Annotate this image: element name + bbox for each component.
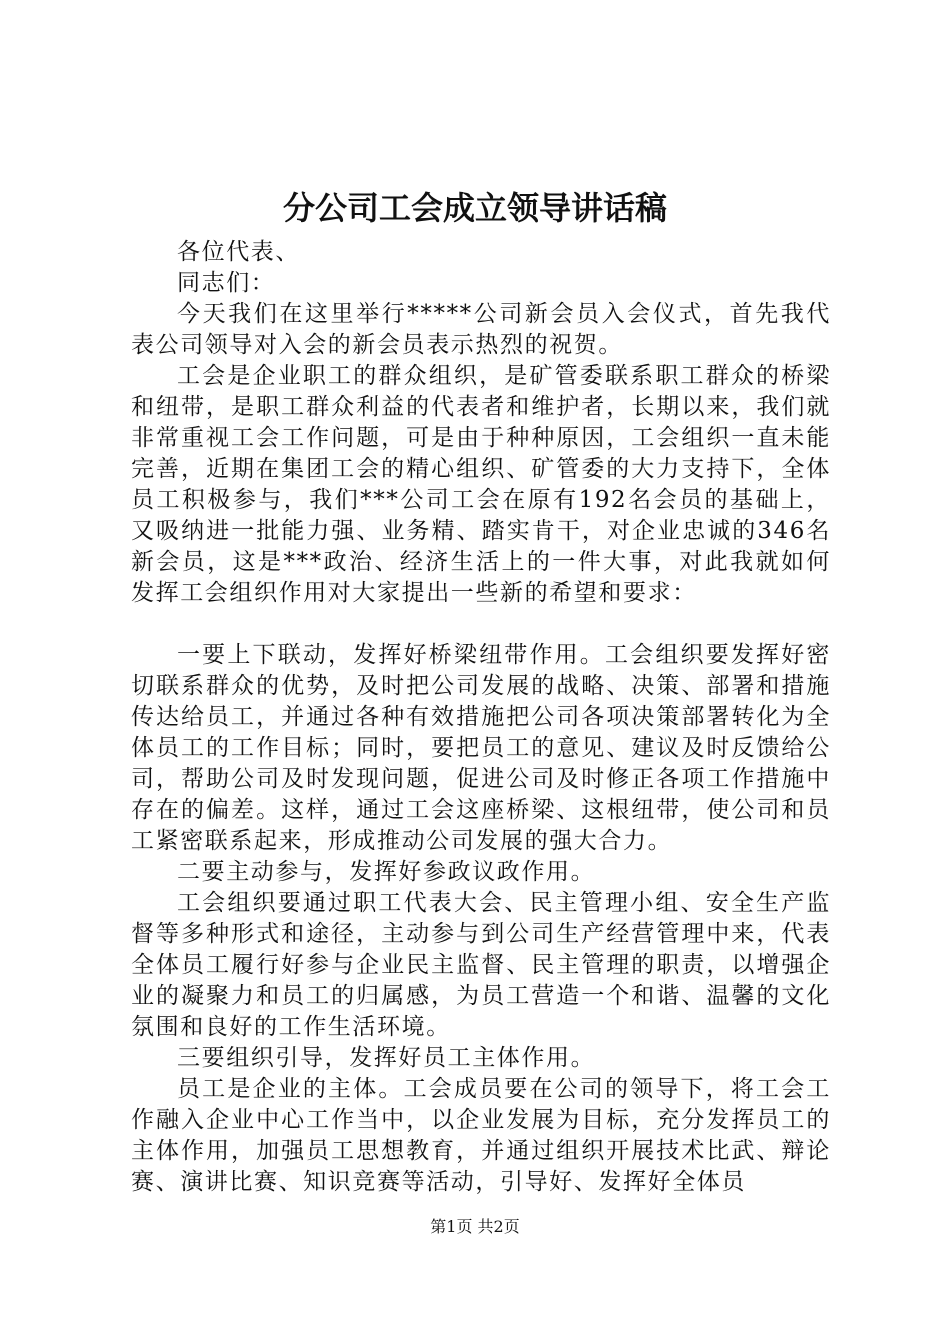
salutation-line: 各位代表、 (177, 239, 300, 265)
document-body (131, 237, 831, 1198)
section-heading: 三要组织引导，发挥好员工主体作用。 (177, 1045, 596, 1071)
body-paragraph: 工会是企业职工的群众组织，是矿管委联系职工群众的桥梁和纽带，是职工群众利益的代表者和维护者，长期以来，我们就非常重视工会工作问题，可是由于种种原因，工会组织一直未能完善，近期在集团工会的精心组织、矿管委的大力支持下，全体员工积极参与，我们***公司工会在原有192名会员的基础上，又吸纳进一批能力强、业务精、踏实肯干，对企业忠诚的346名新会员，这是***政治、经济生活上的一件大事，对此我就如何发挥工会组织作用对大家提出一些新的希望和要求： (131, 363, 831, 606)
body-paragraph: 工会组织要通过职工代表大会、民主管理小组、安全生产监督等多种形式和途径，主动参与到公司生产经营管理中来，代表全体员工履行好参与企业民主监督、民主管理的职责，以增强企业的凝聚力和员工的归属感，为员工营造一个和谐、温馨的文化氛围和良好的工作生活环境。 (131, 890, 831, 1040)
section-heading: 二要主动参与，发挥好参政议政作用。 (177, 859, 596, 885)
body-paragraph: 一要上下联动，发挥好桥梁纽带作用。工会组织要发挥好密切联系群众的优势，及时把公司发展的战略、决策、部署和措施传达给员工，并通过各种有效措施把公司各项决策部署转化为全体员工的工作目标；同时，要把员工的意见、建议及时反馈给公司，帮助公司及时发现问题，促进公司及时修正各项工作措施中存在的偏差。这样，通过工会这座桥梁、这根纽带，使公司和员工紧密联系起来，形成推动公司发展的强大合力。 (131, 642, 831, 854)
page-footer: 第1页 共2页 (430, 1217, 520, 1236)
salutation-line: 同志们： (177, 270, 276, 296)
body-paragraph: 员工是企业的主体。工会成员要在公司的领导下，将工会工作融入企业中心工作当中，以企业发展为目标，充分发挥员工的主体作用，加强员工思想教育，并通过组织开展技术比武、辩论赛、演讲比赛、知识竞赛等活动，引导好、发挥好全体员 (131, 1076, 831, 1195)
document-title: 分公司工会成立领导讲话稿 (282, 189, 667, 227)
body-paragraph: 今天我们在这里举行*****公司新会员入会仪式，首先我代表公司领导对入会的新会员表示热烈的祝贺。 (131, 301, 831, 358)
